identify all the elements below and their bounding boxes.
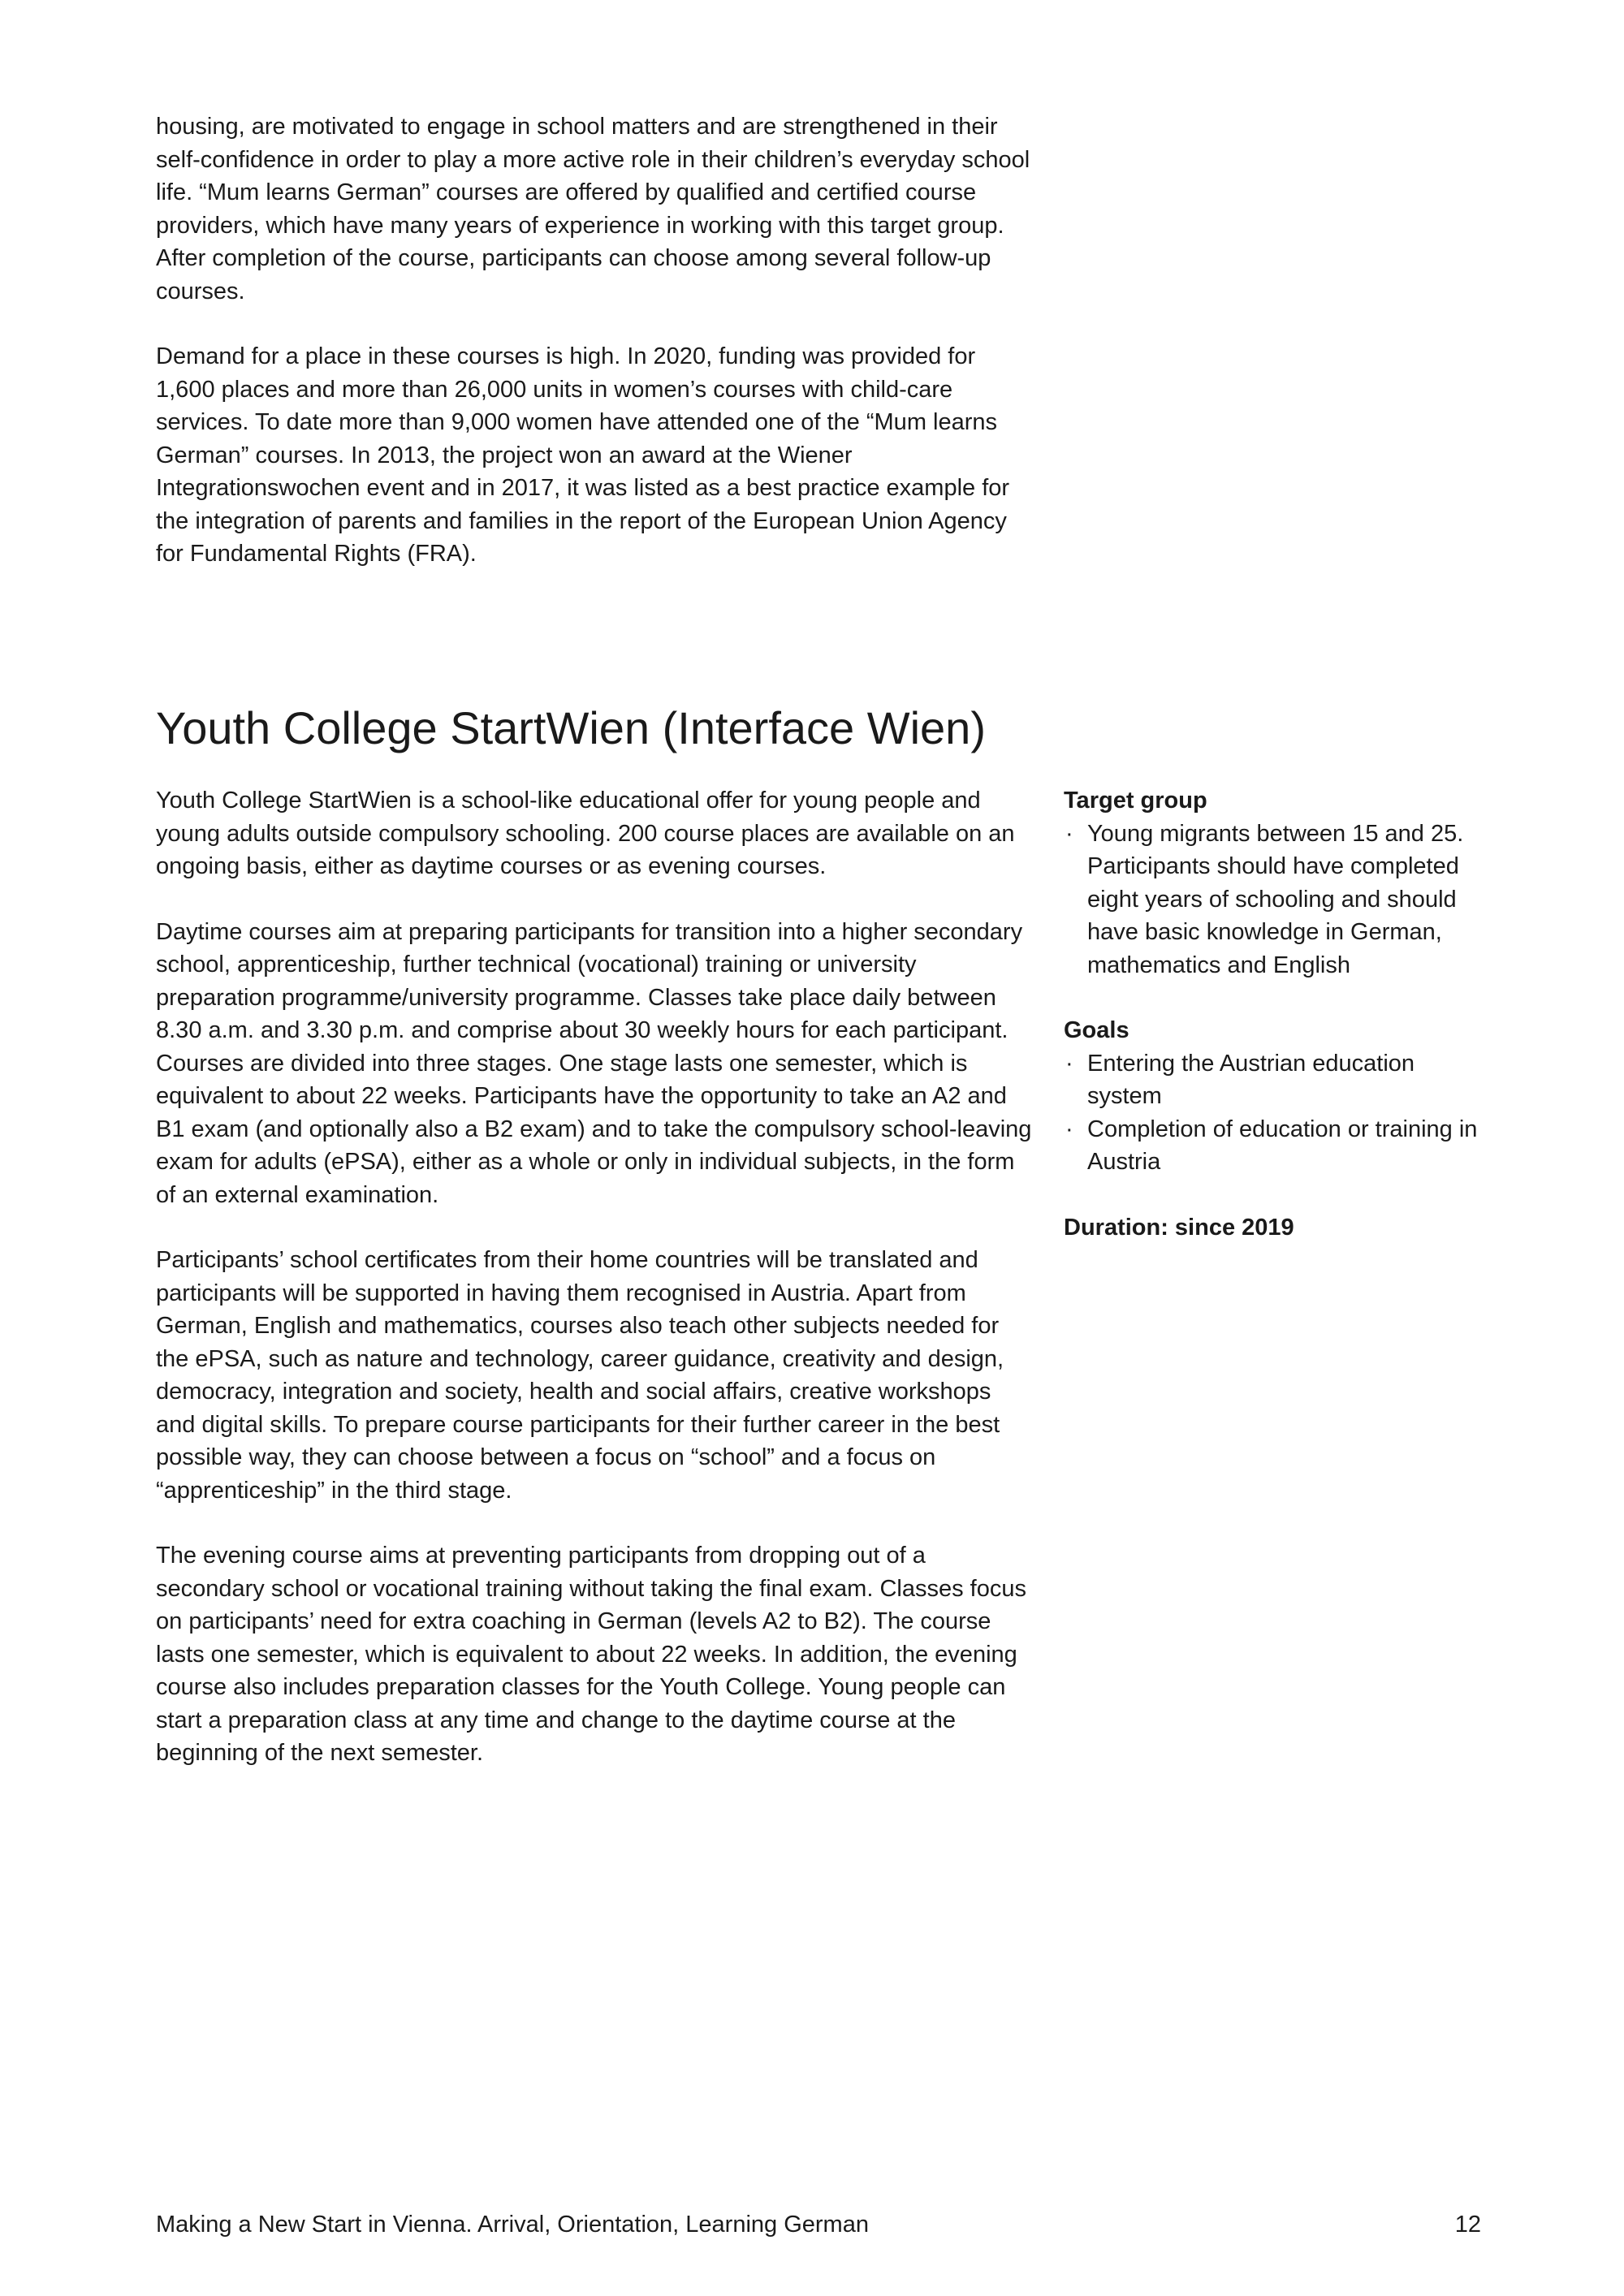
bullet-icon: · — [1065, 820, 1073, 847]
list-item — [1064, 1047, 1494, 1113]
bullet-icon: · — [1065, 1116, 1073, 1142]
duration-label: Duration: since 2019 — [1064, 1214, 1294, 1241]
section-paragraph-1: Youth College StartWien is a school-like educational offer for young people and young adults outside compulsory schooling. 200 course places are available on an ongoing basis, either as daytime courses or as evening courses. — [156, 788, 1015, 879]
section-body — [156, 784, 1033, 1802]
goals-heading: Goals — [1064, 1017, 1129, 1043]
goals-list — [1064, 1047, 1494, 1179]
section-paragraph-4: The evening course aims at preventing participants from dropping out of a secondary school or vocational training without taking the final exam. Classes focus on participants’ need for extra coaching in German (levels A2 to B2). The course lasts one semester, which is equivalent to about 22 weeks. In addition, the evening course also includes preparation classes for the Youth College. Young people can start a preparation class at any time and change to the daytime course at the beginning of the next semester. — [156, 1543, 1026, 1766]
target-group-heading: Target group — [1064, 788, 1207, 814]
intro-paragraph-2: Demand for a place in these courses is high. In 2020, funding was provided for 1,600 places and more than 26,000 units in women’s courses with child-care services. To date more than 9,000 women have attended one of the “Mum learns German” courses. In 2013, the project won an award at the Wiener Integrationswochen event and in 2017, it was listed as a best practice example for the integration of parents and families in the report of the European Union Agency for Fundamental Rights (FRA). — [156, 343, 1010, 567]
footer-title: Making a New Start in Vienna. Arrival, Orientation, Learning German — [156, 2212, 869, 2238]
list-item — [1064, 1113, 1494, 1179]
section-paragraph-2: Daytime courses aim at preparing participants for transition into a higher secondary school, apprenticeship, further technical (vocational) training or university preparation programme/university programme. Classes take place daily between 8.30 a.m. and 3.30 p.m. and comprise about 30 weekly hours for each participant. Courses are divided into three stages. One stage lasts one semester, which is equivalent to about 22 weeks. Participants have the opportunity to take an A2 and B1 exam (and optionally also a B2 exam) and to take the compulsory school-leaving exam for adults (ePSA), either as a whole or only in individual subjects, in the form of an external examination. — [156, 918, 1032, 1208]
list-item — [1064, 818, 1494, 982]
section-paragraph-3: Participants’ school certificates from their home countries will be translated and participants will be supported in having them recognised in Austria. Apart from German, English and mathematics, courses also teach other subjects needed for the ePSA, such as nature and technology, career guidance, creativity and design, democracy, integration and society, health and social affairs, creative workshops and digital skills. To prepare course participants for their further career in the best possible way, they can choose between a focus on “school” and a focus on “apprenticeship” in the third stage. — [156, 1247, 1004, 1504]
project-sidebar — [1064, 784, 1494, 1244]
target-group-list — [1064, 818, 1494, 982]
list-item-text: Completion of education or training in Austria — [1087, 1116, 1478, 1175]
list-item-text: Entering the Austrian education system — [1087, 1050, 1415, 1109]
intro-text — [156, 110, 1033, 603]
section-title: Youth College StartWien (Interface Wien) — [156, 702, 986, 753]
bullet-icon: · — [1065, 1050, 1073, 1077]
list-item-text: Young migrants between 15 and 25. Participants should have completed eight years of schooling and should have basic knowledge in German, mathematics and English — [1087, 820, 1464, 978]
intro-paragraph-1: housing, are motivated to engage in school matters and are strengthened in their self-confidence in order to play a more active role in their children’s everyday school life. “Mum learns German” courses are offered by qualified and certified course providers, which have many years of experience in working with this target group. After completion of the course, participants can choose among several follow-up courses. — [156, 114, 1030, 304]
page-number: 12 — [1454, 2212, 1481, 2238]
